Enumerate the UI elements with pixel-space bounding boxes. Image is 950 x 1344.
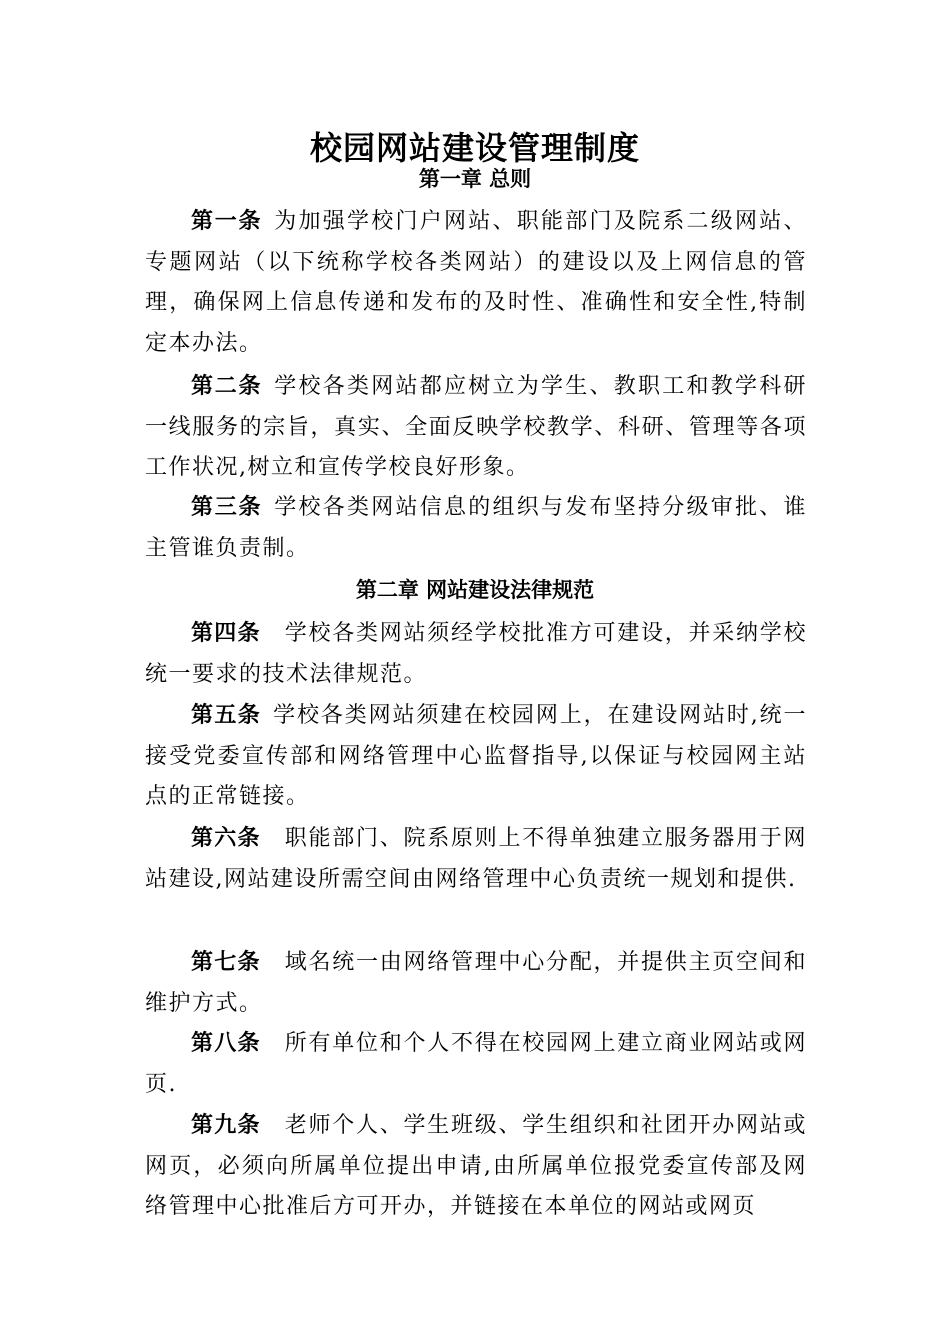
chapter-heading-1: 第一章 总则 — [418, 166, 532, 191]
article-7 — [145, 942, 807, 1024]
article-number: 第三条 — [191, 494, 263, 520]
article-number: 第六条 — [191, 825, 261, 851]
article-3 — [145, 487, 807, 569]
article-9 — [145, 1105, 807, 1228]
article-text: 学校各类网站须建在校园网上，在建设网站时,统一接受党委宣传部和网络管理中心监督指导,以保证与校园网主站点的正常链接。 — [145, 703, 807, 809]
article-number: 第五条 — [191, 702, 262, 728]
article-5 — [145, 695, 807, 818]
chapter-heading-2: 第二章 网站建设法律规范 — [355, 577, 595, 602]
article-text: 学校各类网站须经学校批准方可建设，并采纳学校统一要求的技术法律规范。 — [145, 621, 807, 687]
article-text: 老师个人、学生班级、学生组织和社团开办网站或网页，必须向所属单位提出申请,由所属单位报党委宣传部及网络管理中心批准后方可开办，并链接在本单位的网站或网页 — [145, 1113, 807, 1219]
article-number: 第八条 — [191, 1030, 261, 1056]
document-title: 校园网站建设管理制度 — [309, 129, 640, 167]
article-number: 第四条 — [191, 620, 261, 646]
article-text: 域名统一由网络管理中心分配，并提供主页空间和维护方式。 — [145, 950, 807, 1016]
article-6 — [145, 818, 807, 900]
article-2 — [145, 366, 807, 489]
article-text: 职能部门、院系原则上不得单独建立服务器用于网站建设,网站建设所需空间由网络管理中心负责统一规划和提供. — [145, 826, 807, 892]
article-number: 第一条 — [191, 208, 263, 234]
article-number: 第七条 — [191, 949, 261, 975]
article-text: 学校各类网站都应树立为学生、教职工和教学科研一线服务的宗旨，真实、全面反映学校教学、科研、管理等各项工作状况,树立和宣传学校良好形象。 — [145, 374, 807, 480]
article-8 — [145, 1023, 807, 1105]
article-text: 学校各类网站信息的组织与发布坚持分级审批、谁主管谁负责制。 — [145, 495, 807, 561]
article-text: 为加强学校门户网站、职能部门及院系二级网站、专题网站（以下统称学校各类网站）的建设以及上网信息的管理，确保网上信息传递和发布的及时性、准确性和安全性,特制定本办法。 — [145, 209, 807, 356]
article-text: 所有单位和个人不得在校园网上建立商业网站或网页. — [145, 1031, 807, 1097]
article-4 — [145, 613, 807, 695]
article-number: 第九条 — [191, 1112, 261, 1138]
article-number: 第二条 — [191, 373, 263, 399]
article-1 — [145, 201, 807, 364]
